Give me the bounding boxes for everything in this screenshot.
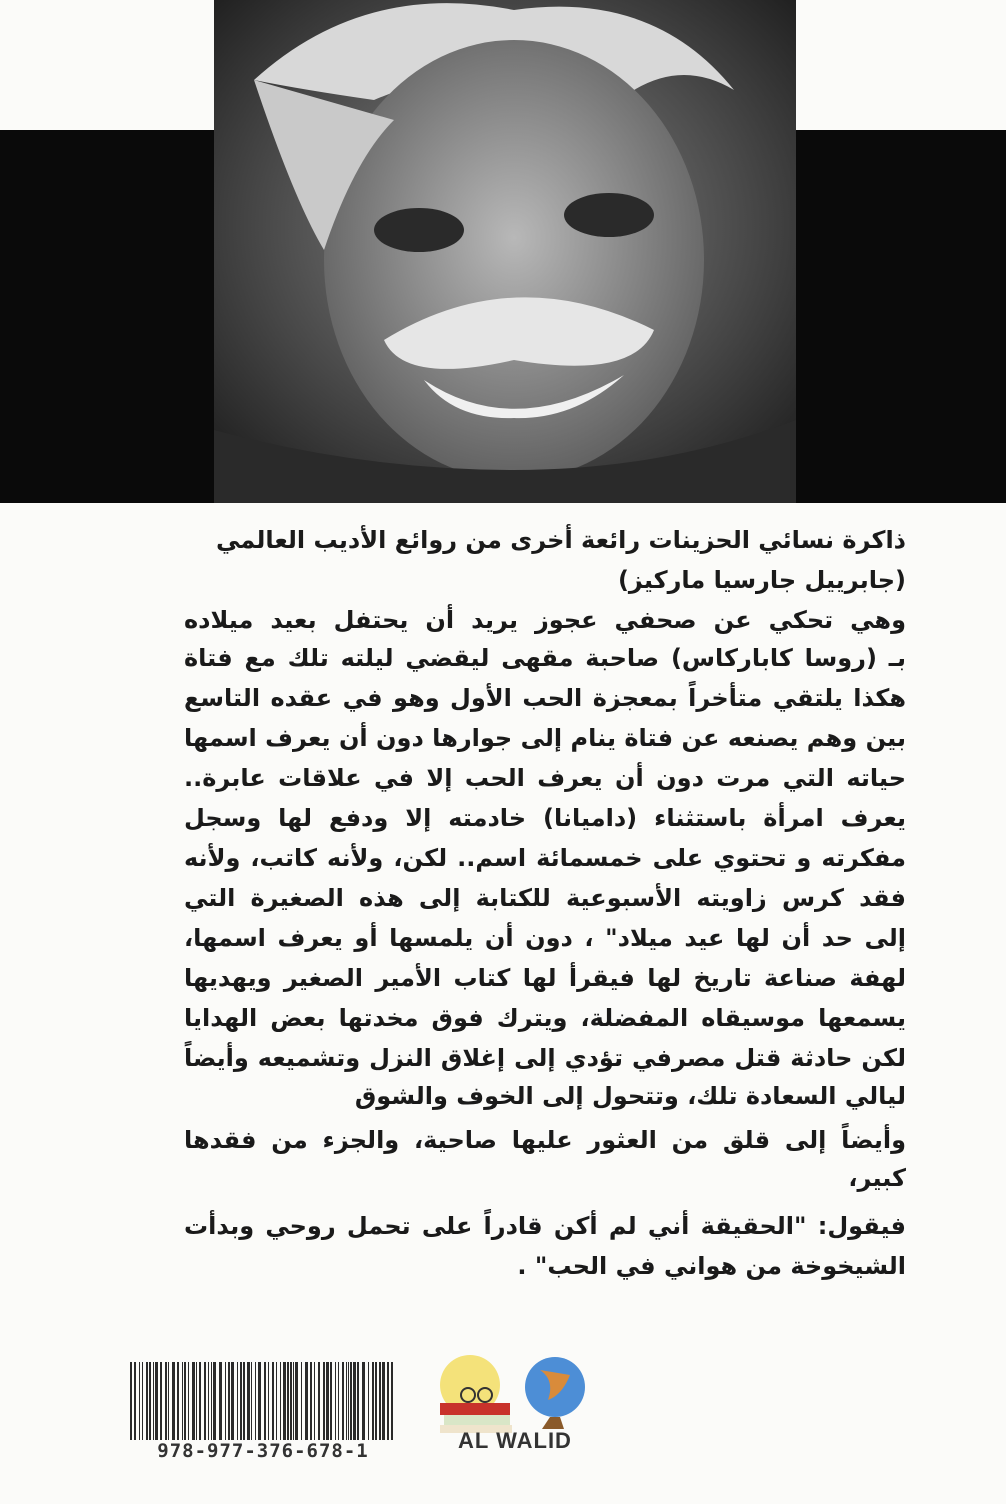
barcode-bar: [391, 1362, 393, 1440]
isbn-number: 978-977-376-678-1: [157, 1440, 369, 1462]
barcode: [130, 1362, 396, 1440]
barcode-bar: [168, 1362, 169, 1440]
barcode-bar: [134, 1362, 136, 1440]
barcode-bar: [305, 1362, 308, 1440]
barcode-bar: [330, 1362, 332, 1440]
barcode-bar: [177, 1362, 179, 1440]
barcode-bar: [276, 1362, 277, 1440]
barcode-bar: [280, 1362, 281, 1440]
barcode-bar: [379, 1362, 381, 1440]
blurb-line: ليالي السعادة تلك، وتتحول إلى الخوف والشوق: [354, 1082, 906, 1110]
barcode-bar: [240, 1362, 242, 1440]
barcode-bar: [375, 1362, 377, 1440]
blurb-line: فيقول: "الحقيقة أني لم أكن قادراً على تحمل روحي وبدأت: [184, 1212, 906, 1240]
barcode-bar: [287, 1362, 289, 1440]
barcode-bar: [149, 1362, 151, 1440]
blurb-line: كبير،: [848, 1164, 906, 1192]
publisher-name: AL WALID: [458, 1428, 572, 1453]
barcode-bar: [382, 1362, 385, 1440]
barcode-bar: [255, 1362, 256, 1440]
barcode-bar: [237, 1362, 238, 1440]
barcode-bar: [362, 1362, 365, 1440]
barcode-bar: [142, 1362, 143, 1440]
barcode-bar: [204, 1362, 206, 1440]
barcode-bar: [348, 1362, 349, 1440]
blurb-line: ذاكرة نسائي الحزينات رائعة أخرى من روائع الأديب العالمي: [215, 526, 906, 554]
barcode-bar: [251, 1362, 252, 1440]
barcode-bar: [146, 1362, 148, 1440]
barcode-bar: [231, 1362, 234, 1440]
blurb-line: يسمعها موسيقاه المفضلة، ويترك فوق مخدتها بعض الهدايا: [184, 1004, 906, 1032]
barcode-bar: [219, 1362, 222, 1440]
barcode-bar: [326, 1362, 329, 1440]
black-band-left: [0, 130, 214, 503]
barcode-bar: [335, 1362, 336, 1440]
barcode-bar: [310, 1362, 312, 1440]
barcode-bar: [323, 1362, 325, 1440]
barcode-bar: [196, 1362, 197, 1440]
barcode-bar: [290, 1362, 292, 1440]
barcode-bar: [153, 1362, 154, 1440]
blurb-line: وهي تحكي عن صحفي عجوز يريد أن يحتفل بعيد ميلاده: [184, 606, 906, 634]
black-band-right: [796, 130, 1006, 503]
barcode-bar: [264, 1362, 266, 1440]
blurb-line: فقد كرس زاويته الأسبوعية للكتابة إلى هذه الصغيرة التي: [184, 884, 906, 912]
blurb-line: مفكرته و تحتوي على خمسمائة اسم.. لكن، ولأنه كاتب، ولأنه: [184, 844, 906, 872]
blurb-line: بين وهم يصنعه عن فتاة ينام إلى جوارها دون أن يعرف اسمها: [184, 724, 906, 752]
author-photo: [214, 0, 796, 503]
barcode-bar: [346, 1362, 347, 1440]
barcode-bar: [160, 1362, 162, 1440]
barcode-bar: [213, 1362, 216, 1440]
barcode-bar: [165, 1362, 167, 1440]
blurb-line: لكن حادثة قتل مصرفي تؤدي إلى إغلاق النزل وتشميعه وأيضاً: [184, 1044, 906, 1072]
barcode-bar: [272, 1362, 274, 1440]
barcode-bar: [357, 1362, 359, 1440]
barcode-bar: [130, 1362, 132, 1440]
barcode-bar: [368, 1362, 369, 1440]
blurb-line: يعرف امرأة باستثناء (داميانا) خادمته إلا ودفع لها وسجل: [184, 804, 906, 832]
barcode-bar: [155, 1362, 158, 1440]
barcode-bar: [199, 1362, 201, 1440]
barcode-bar: [225, 1362, 226, 1440]
blurb-line: حياته التي مرت دون أن يعرف الحب إلا في علاقات عابرة..: [184, 764, 906, 792]
barcode-bar: [353, 1362, 356, 1440]
barcode-bar: [387, 1362, 389, 1440]
barcode-bar: [338, 1362, 339, 1440]
barcode-bar: [188, 1362, 189, 1440]
barcode-bar: [314, 1362, 315, 1440]
blurb-line: بـ (روسا كاباركاس) صاحبة مقهى ليقضي ليلته تلك مع فتاة: [184, 644, 906, 672]
barcode-bar: [301, 1362, 302, 1440]
barcode-bar: [372, 1362, 374, 1440]
barcode-bar: [172, 1362, 175, 1440]
barcode-bar: [211, 1362, 212, 1440]
blurb-line: إلى حد أن لها عيد ميلاد" ، دون أن يلمسها أو يعرف اسمها،: [184, 924, 906, 952]
barcode-bar: [268, 1362, 269, 1440]
barcode-bar: [293, 1362, 294, 1440]
barcode-bar: [295, 1362, 298, 1440]
barcode-bar: [228, 1362, 230, 1440]
barcode-bar: [283, 1362, 286, 1440]
barcode-bar: [342, 1362, 344, 1440]
blurb-line: (جابرييل جارسيا ماركيز): [617, 566, 906, 594]
blurb-line: لهفة صناعة تاريخ لها فيقرأ لها كتاب الأمير الصغير ويهديها: [184, 964, 906, 992]
barcode-bar: [243, 1362, 245, 1440]
blurb-line: هكذا يلتقي متأخراً بمعجزة الحب الأول وهو في عقده التاسع: [184, 684, 906, 712]
barcode-bar: [139, 1362, 140, 1440]
barcode-bar: [247, 1362, 250, 1440]
barcode-bar: [192, 1362, 195, 1440]
barcode-bar: [208, 1362, 209, 1440]
blurb-line: الشيخوخة من هواني في الحب" .: [517, 1252, 906, 1280]
blurb-line: وأيضاً إلى قلق من العثور عليها صاحية، والجزء من فقدها: [184, 1126, 906, 1154]
barcode-bar: [184, 1362, 186, 1440]
barcode-bar: [350, 1362, 352, 1440]
barcode-bar: [318, 1362, 320, 1440]
barcode-bar: [258, 1362, 261, 1440]
barcode-bar: [182, 1362, 183, 1440]
